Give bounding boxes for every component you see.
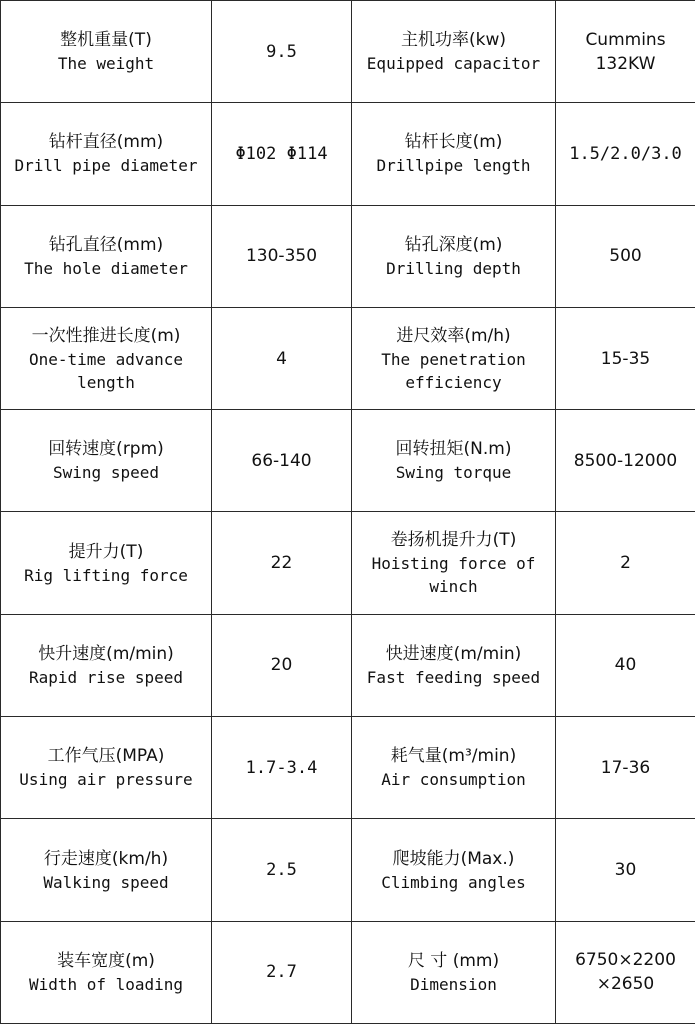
left-value-cell: 130-350 bbox=[212, 205, 352, 307]
spec-row bbox=[1, 614, 695, 716]
right-label-english: Swing torque bbox=[395, 463, 512, 483]
left-value-cell: 22 bbox=[212, 512, 352, 614]
right-label-chinese: 回转扭矩(N.m) bbox=[395, 439, 512, 460]
left-label-english: One-time advance length bbox=[28, 349, 184, 392]
left-label-chinese: 行走速度(km/h) bbox=[43, 848, 169, 869]
left-label-english: Drill pipe diameter bbox=[14, 156, 198, 176]
right-label-chinese: 爬坡能力(Max.) bbox=[392, 848, 515, 869]
left-label-cell bbox=[1, 103, 212, 205]
spec-row bbox=[1, 921, 695, 1023]
left-label-english: The weight bbox=[57, 54, 155, 74]
spec-row bbox=[1, 410, 695, 512]
right-value-cell: 8500-12000 bbox=[556, 410, 695, 512]
left-value-cell: 20 bbox=[212, 614, 352, 716]
left-label-chinese: 工作气压(MPA) bbox=[47, 746, 165, 767]
right-value-cell: 6750×2200 ×2650 bbox=[556, 921, 695, 1023]
right-label-cell bbox=[352, 307, 556, 409]
right-label-cell bbox=[352, 717, 556, 819]
right-label-cell bbox=[352, 819, 556, 921]
left-label-cell bbox=[1, 307, 212, 409]
right-label-cell bbox=[352, 512, 556, 614]
left-label-cell bbox=[1, 819, 212, 921]
right-label-english: The penetration efficiency bbox=[381, 349, 526, 392]
left-label-cell bbox=[1, 205, 212, 307]
left-value-cell: Φ102 Φ114 bbox=[212, 103, 352, 205]
right-label-chinese: 钻孔深度(m) bbox=[404, 234, 503, 255]
spec-row bbox=[1, 307, 695, 409]
spec-table-body bbox=[1, 1, 695, 1024]
left-label-cell bbox=[1, 1, 212, 103]
spec-row bbox=[1, 512, 695, 614]
right-label-chinese: 进尺效率(m/h) bbox=[396, 325, 511, 346]
right-label-cell bbox=[352, 921, 556, 1023]
left-label-cell bbox=[1, 921, 212, 1023]
left-value-cell: 1.7-3.4 bbox=[212, 717, 352, 819]
right-label-english: Climbing angles bbox=[381, 872, 526, 892]
right-label-cell bbox=[352, 410, 556, 512]
spec-row bbox=[1, 205, 695, 307]
spec-row bbox=[1, 717, 695, 819]
right-label-english: Fast feeding speed bbox=[366, 667, 541, 687]
spec-row bbox=[1, 1, 695, 103]
left-label-english: Rapid rise speed bbox=[28, 667, 184, 687]
left-label-chinese: 回转速度(rpm) bbox=[48, 439, 164, 460]
left-label-english: Width of loading bbox=[28, 974, 184, 994]
left-label-chinese: 装车宽度(m) bbox=[57, 950, 155, 971]
right-value-cell: 2 bbox=[556, 512, 695, 614]
left-label-chinese: 快升速度(m/min) bbox=[38, 643, 174, 664]
right-value-cell: 15-35 bbox=[556, 307, 695, 409]
right-label-chinese: 尺 寸 (mm) bbox=[407, 950, 500, 971]
left-label-cell bbox=[1, 410, 212, 512]
left-label-chinese: 一次性推进长度(m) bbox=[31, 325, 181, 346]
left-label-english: The hole diameter bbox=[24, 258, 188, 278]
right-value-cell: 500 bbox=[556, 205, 695, 307]
right-value-cell: Cummins 132KW bbox=[556, 1, 695, 103]
left-label-english: Using air pressure bbox=[19, 770, 193, 790]
right-value-cell: 40 bbox=[556, 614, 695, 716]
right-label-chinese: 钻杆长度(m) bbox=[404, 132, 503, 153]
left-label-cell bbox=[1, 512, 212, 614]
right-value-cell: 1.5/2.0/3.0 bbox=[556, 103, 695, 205]
left-label-english: Rig lifting force bbox=[24, 565, 188, 585]
right-label-chinese: 耗气量(m³/min) bbox=[390, 746, 517, 767]
right-label-cell bbox=[352, 205, 556, 307]
right-value-cell: 17-36 bbox=[556, 717, 695, 819]
left-label-chinese: 整机重量(T) bbox=[60, 30, 152, 51]
right-label-chinese: 快进速度(m/min) bbox=[385, 643, 522, 664]
right-label-cell bbox=[352, 1, 556, 103]
right-label-english: Air consumption bbox=[381, 770, 526, 790]
right-label-cell bbox=[352, 103, 556, 205]
right-label-english: Drilling depth bbox=[386, 258, 521, 278]
left-value-cell: 9.5 bbox=[212, 1, 352, 103]
right-label-cell bbox=[352, 614, 556, 716]
left-label-english: Swing speed bbox=[53, 463, 159, 483]
left-label-english: Walking speed bbox=[43, 872, 169, 892]
spec-row bbox=[1, 819, 695, 921]
right-label-chinese: 卷扬机提升力(T) bbox=[390, 530, 517, 551]
left-value-cell: 66-140 bbox=[212, 410, 352, 512]
right-label-english: Drillpipe length bbox=[376, 156, 531, 176]
right-label-chinese: 主机功率(kw) bbox=[400, 30, 506, 51]
left-label-chinese: 钻孔直径(mm) bbox=[48, 234, 164, 255]
left-label-cell bbox=[1, 614, 212, 716]
right-label-english: Dimension bbox=[410, 974, 497, 994]
left-label-cell bbox=[1, 717, 212, 819]
right-value-cell: 30 bbox=[556, 819, 695, 921]
left-label-chinese: 钻杆直径(mm) bbox=[48, 132, 164, 153]
left-value-cell: 4 bbox=[212, 307, 352, 409]
right-label-english: Hoisting force of winch bbox=[371, 554, 536, 597]
spec-row bbox=[1, 103, 695, 205]
left-value-cell: 2.7 bbox=[212, 921, 352, 1023]
right-label-english: Equipped capacitor bbox=[366, 54, 541, 74]
left-label-chinese: 提升力(T) bbox=[68, 541, 144, 562]
left-value-cell: 2.5 bbox=[212, 819, 352, 921]
